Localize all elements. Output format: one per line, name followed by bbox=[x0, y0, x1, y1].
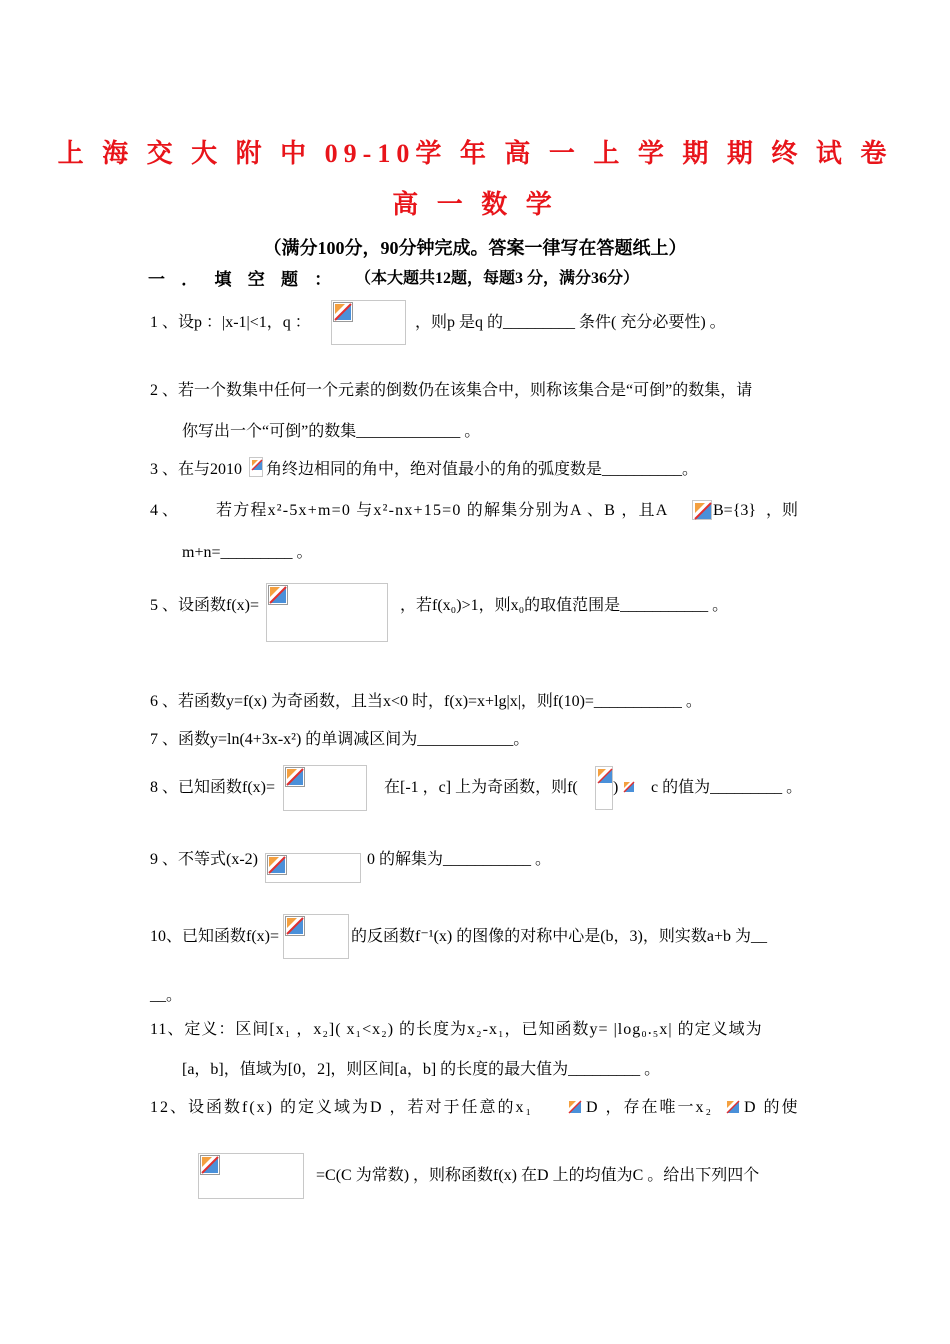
broken-image-icon bbox=[694, 502, 712, 520]
broken-image-icon bbox=[568, 1100, 582, 1114]
broken-image-icon bbox=[200, 1155, 220, 1175]
broken-image-icon bbox=[285, 767, 305, 787]
q1-text-b: ，则p 是q 的_________ 条件( 充分必要性) 。 bbox=[415, 314, 726, 331]
q5-text-b: ，若f(x₀)>1，则x₀的取值范围是___________ 。 bbox=[400, 597, 729, 614]
q2-text-a: 2 、若一个数集中任何一个元素的倒数仍在该集合中，则称该集合是“可倒”的数集，请 bbox=[150, 382, 753, 399]
q12-text-b: D ，存在唯一x₂ bbox=[586, 1099, 714, 1116]
q12-text-a: 12、设函数f(x) 的定义域为D ，若对于任意的x₁ bbox=[150, 1099, 534, 1116]
q3-text-b: 角终边相同的角中，绝对值最小的角的弧度数是__________。 bbox=[266, 461, 699, 478]
section-heading: 一 ． 填 空 题 ： bbox=[148, 270, 332, 289]
q11-text-b: [a，b]，值域为[0，2]，则区间[a，b] 的长度的最大值为_________ 。 bbox=[182, 1061, 661, 1078]
formula-image-placeholder bbox=[567, 1099, 583, 1115]
q4-text-b: 若方程x²-5x+m=0 与x²-nx+15=0 的解集分别为A 、B ，且A bbox=[216, 502, 669, 519]
formula-image-placeholder bbox=[331, 300, 406, 345]
exam-note: （满分100分，90分钟完成。答案一律写在答题纸上） bbox=[263, 238, 687, 258]
broken-image-icon bbox=[267, 855, 287, 875]
broken-image-icon bbox=[333, 302, 353, 322]
q10-text-b: 的反函数f⁻¹(x) 的图像的对称中心是(b，3)，则实数a+b 为__ bbox=[351, 928, 768, 945]
broken-image-icon bbox=[251, 459, 263, 471]
q6-text: 6 、若函数y=f(x) 为奇函数，且当x<0 时，f(x)=x+lg|x|，则f(10)=___________ 。 bbox=[150, 693, 702, 710]
q8-text-a: 8 、已知函数f(x)= bbox=[150, 779, 276, 796]
formula-image-placeholder bbox=[249, 457, 263, 477]
q8-text-d: c 的值为_________ 。 bbox=[651, 779, 803, 796]
q12-text-d: =C(C 为常数) ，则称函数f(x) 在D 上的均值为C 。给出下列四个 bbox=[316, 1167, 760, 1184]
q9-text-b: 0 的解集为___________ 。 bbox=[367, 851, 552, 868]
formula-image-placeholder bbox=[283, 914, 349, 959]
broken-image-icon bbox=[623, 781, 635, 793]
formula-image-placeholder bbox=[622, 780, 636, 794]
broken-image-icon bbox=[597, 768, 613, 784]
q9-text-a: 9 、不等式(x-2) bbox=[150, 851, 258, 868]
q5-text-a: 5 、设函数f(x)= bbox=[150, 597, 260, 614]
q2-text-b: 你写出一个“可倒”的数集_____________ 。 bbox=[182, 423, 481, 440]
formula-image-placeholder bbox=[265, 853, 361, 883]
q10-text-c: __。 bbox=[150, 987, 183, 1004]
formula-image-placeholder bbox=[595, 766, 613, 810]
q12-text-c: D 的使 bbox=[744, 1099, 800, 1116]
q8-text-b: 在[-1 ，c] 上为奇函数，则f( bbox=[384, 779, 578, 796]
q10-text-a: 10、已知函数f(x)= bbox=[150, 928, 280, 945]
q7-text: 7 、函数y=ln(4+3x-x²) 的单调减区间为____________。 bbox=[150, 731, 530, 748]
page-subtitle: 高 一 数 学 bbox=[392, 190, 558, 219]
formula-image-placeholder bbox=[266, 583, 388, 642]
broken-image-icon bbox=[268, 585, 288, 605]
formula-image-placeholder bbox=[725, 1099, 741, 1115]
broken-image-icon bbox=[285, 916, 305, 936]
formula-image-placeholder bbox=[692, 500, 712, 520]
broken-image-icon bbox=[726, 1100, 740, 1114]
q3-text-a: 3 、在与2010 bbox=[150, 461, 243, 478]
q4-text-d: m+n=_________ 。 bbox=[182, 544, 313, 561]
q4-text-a: 4 、 bbox=[150, 502, 179, 519]
section-description: （本大题共12题，每题3 分，满分36分） bbox=[355, 270, 640, 287]
formula-image-placeholder bbox=[198, 1153, 304, 1199]
q4-text-c: B={3} ，则 bbox=[713, 502, 799, 519]
q11-text-a: 11、定义：区间[x₁ ，x₂]( x₁<x₂) 的长度为x₂-x₁，已知函数y= |log₀.₅x| 的定义域为 bbox=[150, 1021, 763, 1038]
q8-text-c: ) bbox=[613, 779, 619, 796]
page-title: 上 海 交 大 附 中 09-10学 年 高 一 上 学 期 期 终 试 卷 bbox=[57, 139, 893, 168]
q1-text-a: 1 、设p ：|x-1|<1，q ： bbox=[150, 314, 311, 331]
formula-image-placeholder bbox=[283, 765, 367, 811]
